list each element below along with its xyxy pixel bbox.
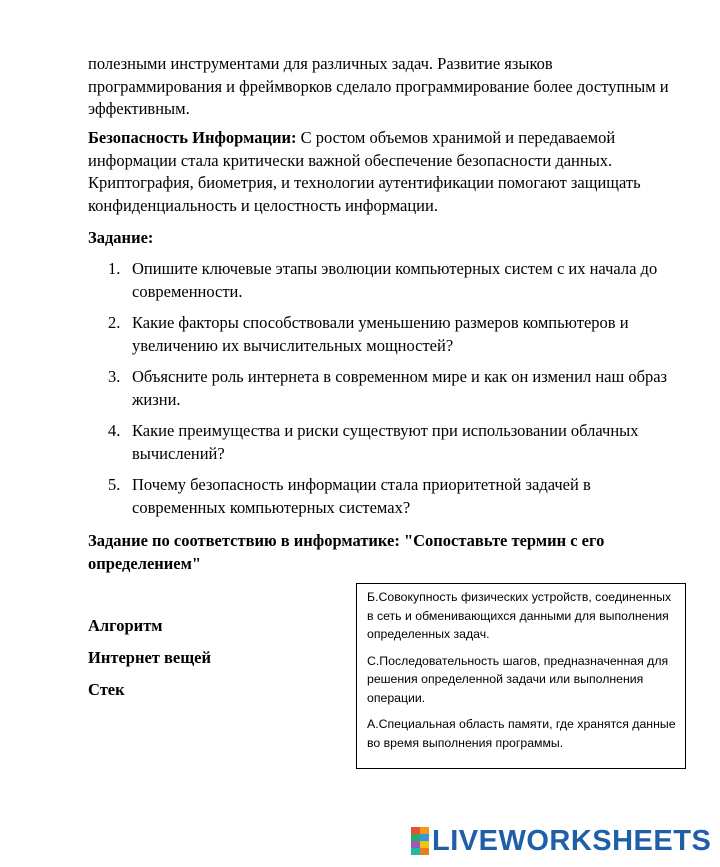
question-item xyxy=(108,474,688,519)
question-text: Объясните роль интернета в современном мире и как он изменил наш образ жизни. xyxy=(132,367,668,409)
definitions-box xyxy=(356,583,686,769)
security-title: Безопасность Информации: xyxy=(88,128,297,147)
security-text: С ростом объемов хранимой и передаваемой информации стала критически важной обеспечение безопасности данных. Криптография, биометрия, и технологии аутентификации помогают защищать конфиденциальность и целостность информации. xyxy=(88,128,641,215)
question-text: Опишите ключевые этапы эволюции компьютерных систем с их начала до современности. xyxy=(132,259,658,301)
question-number: 2. xyxy=(108,313,121,332)
matching-heading: Задание по соответствию в информатике: "Сопоставьте термин с его определением" xyxy=(88,531,605,573)
intro-paragraph: полезными инструментами для различных задач. Развитие языков программирования и фреймворков сделало программирование более доступным и эффективным. xyxy=(88,54,669,118)
liveworksheets-logo xyxy=(411,826,711,856)
term-algorithm[interactable]: Алгоритм xyxy=(88,616,163,635)
definition-c[interactable]: С.Последовательность шагов, предназначенная для решения определенной задачи или выполнения операции. xyxy=(367,653,669,705)
logo-mark-icon xyxy=(411,827,429,855)
logo-text: LIVEWORKSHEETS xyxy=(432,824,712,857)
question-number: 4. xyxy=(108,421,121,440)
question-number: 1. xyxy=(108,259,121,278)
question-item xyxy=(108,258,688,303)
question-item xyxy=(108,312,688,357)
definition-b[interactable]: Б.Совокупность физических устройств, соединенных в сеть и обменивающихся данными для выполнения определенных задач. xyxy=(367,590,672,641)
term-stack[interactable]: Стек xyxy=(88,680,125,699)
definition-a[interactable]: А.Специальная область памяти, где хранятся данные во время выполнения программы. xyxy=(367,717,676,750)
question-text: Почему безопасность информации стала приоритетной задачей в современных компьютерных системах? xyxy=(132,475,591,517)
question-item xyxy=(108,366,688,411)
term-internet-of-things[interactable]: Интернет вещей xyxy=(88,648,212,667)
question-text: Какие преимущества и риски существуют при использовании облачных вычислений? xyxy=(132,421,639,463)
question-number: 3. xyxy=(108,367,121,386)
task-heading: Задание: xyxy=(88,228,154,247)
question-number: 5. xyxy=(108,475,121,494)
question-item xyxy=(108,420,688,465)
question-text: Какие факторы способствовали уменьшению размеров компьютеров и увеличению их вычислительных мощностей? xyxy=(132,313,629,355)
security-paragraph xyxy=(88,127,688,217)
